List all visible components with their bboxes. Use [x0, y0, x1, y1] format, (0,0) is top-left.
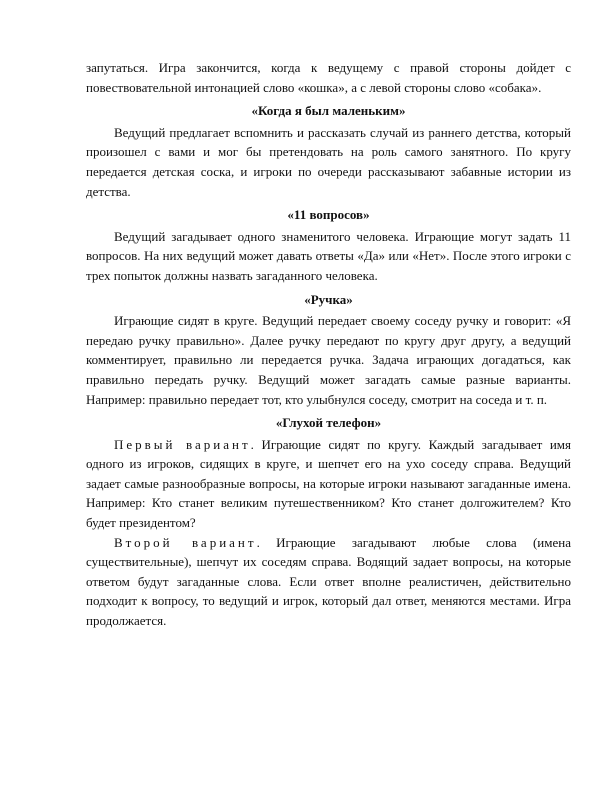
variant-1-label: Первый вариант: [114, 436, 251, 452]
pen-paragraph: Играющие сидят в круге. Ведущий передает своему соседу ручку и говорит: «Я передаю ручку правильно». Далее ручку передают по кругу друг другу, а ведущий комментирует, правильно ли передается ручка. Задача играющих догадаться, как правильно передать ручку. Ведущий может загадать самые разные варианты. Например: правильно передает тот, кто улыбнулся соседу, смотрит на соседа и т. п.: [86, 313, 571, 407]
childhood-paragraph: Ведущий предлагает вспомнить и рассказать случай из раннего детства, который произошел с вами и мог бы претендовать на роль самого занятного. По кругу передается детская соска, и игроки по очереди рассказывают забавные истории из детства.: [86, 124, 571, 199]
variant-1-text: . Играющие сидят по кругу. Каждый загадывает имя одного из игроков, сидящих в круге, и шепчет его на ухо соседу справа. Ведущий задает самые разнообразные вопросы, на которые игроки называют загаданные имена. Например: Кто станет великим путешественником? Кто станет долгожителем? Кто будет президентом?: [86, 436, 572, 531]
document-page: [86, 58, 571, 631]
intro-paragraph: запутаться. Игра закончится, когда к ведущему с правой стороны дойдет с повествовательной интонацией слово «кошка», а с левой стороны слово «собака».: [86, 60, 571, 95]
variant-2-text: . Играющие загадывают любые слова (имена существительные), шепчут их соседям справа. Водящий задает вопросы, на которые ответом будут загаданные слова. Если ответ вполне реалистичен, действительно подходит к вопросу, то ведущий и игрок, который дал ответ, меняются местами. Игра продолжается.: [86, 534, 571, 629]
deaf-phone-variant-2: [86, 533, 571, 631]
section-title-11-questions: «11 вопросов»: [287, 207, 370, 223]
variant-2-label: Второй вариант: [114, 534, 257, 550]
section-title-childhood: «Когда я был маленьким»: [251, 103, 406, 119]
section-title-deaf-phone: «Глухой телефон»: [275, 415, 382, 431]
11-questions-paragraph: Ведущий загадывает одного знаменитого человека. Играющие могут задать 11 вопросов. На них ведущий может давать ответы «Да» или «Нет». После этого игроки с трех попыток должны назвать загаданного человека.: [86, 228, 571, 283]
section-title-pen: «Ручка»: [304, 291, 353, 307]
deaf-phone-variant-1: [86, 435, 571, 533]
